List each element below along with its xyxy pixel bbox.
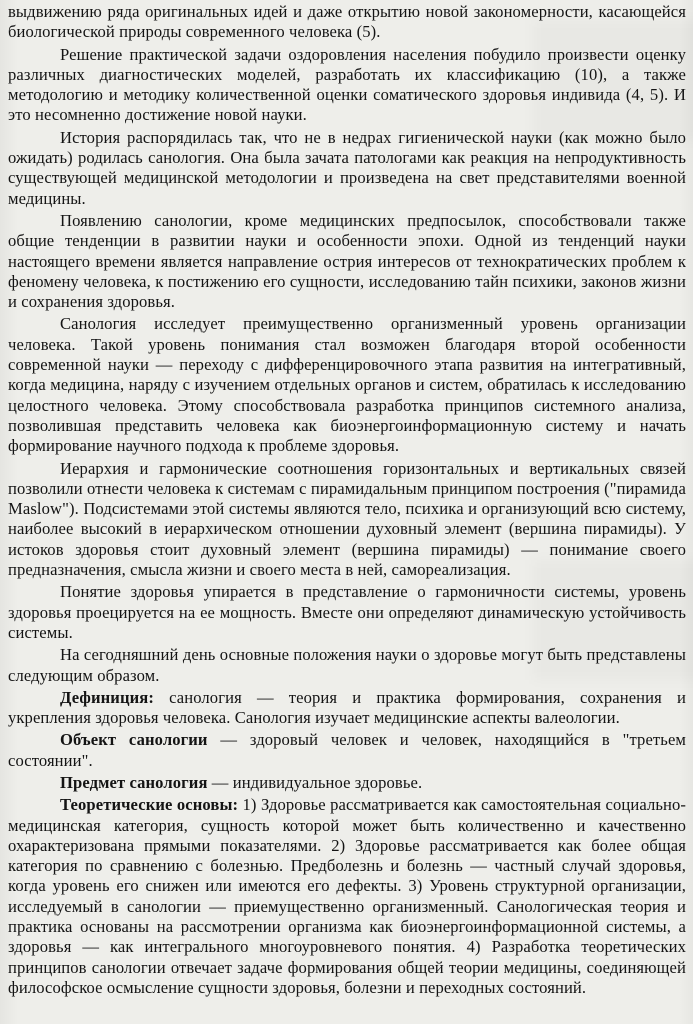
paragraph-history: [8, 128, 686, 209]
paragraph-diagnostic-models: [8, 45, 686, 126]
paragraph-subject: [8, 773, 686, 793]
paragraph-theoretical-basis: [8, 795, 686, 998]
paragraph-text: Санология исследует преимущественно организменный уровень организации человека. Такой уровень понимания стал возможен благодаря второй особенности современной науки — переходу с дифференцировочного этапа развития на интегративный, когда медицина, наряду с изучением отдельных органов и систем, обратилась к исследованию целостного человека. Этому способствовала разработка принципов системного анализа, позволившая представить человека как биоэнергоинформационную систему и начать формирование научного подхода к проблеме здоровья.: [8, 314, 686, 456]
paragraph-text: Появлению санологии, кроме медицинских предпосылок, способствовали также общие тенденции в развитии науки и особенноcти эпохи. Одной из тенденций науки настоящего времени является направление острия интересов от технократических проблем к феномену человека, к постижению его сущности, исследованию тайн психики, законов жизни и сохранения здоровья.: [8, 210, 686, 312]
paragraph-object: [8, 730, 686, 771]
paragraph-text: — здоровый человек и человек, находящийся в "третьем состоянии".: [8, 730, 687, 770]
paragraph-text: На сегодняшний день основные положения науки о здоровье могут быть представлены следующим образом.: [8, 645, 686, 685]
subject-term: Предмет санология: [60, 772, 208, 792]
paragraph-trends: [8, 211, 686, 312]
paragraph-text: История распорядилась так, что не в недрах гигиенической науки (как можно было ожидать) родилась санология. Она была зачата патологами как реакция на непродуктивность существующей медицинской методологии и произведена на свет представителями военной медицины.: [8, 127, 686, 208]
paragraph-hierarchy: [8, 459, 686, 581]
paragraph-definition: [8, 688, 686, 729]
paragraph-text: 1) Здоровье рассматривается как самостоятельная социально-медицинская категория, сущность которой может быть количественно и качественно охарактеризована прямыми показателями. 2) Здоровье рассматривается как более общая категория по сравнению с болезнью. Предболезнь и болезнь — частный случай здоровья, когда уровень его снижен или имеются его дефекты. 3) Уровень структурной организации, исследуемый в санологии — приемущественно организменный. Санологическая теория и практика основаны на рассмотрении организма как биоэнергоинформационной системы, а здоровья — как интегрального многоуровневого понятия. 4) Разработка теоретических принципов санологии отвечает задаче формирования общей теории медицины, соединяющей философское осмысление сущности здоровья, болезни и переходных состояний.: [8, 795, 687, 997]
paragraph-harmony: [8, 582, 686, 643]
paragraph-text: Понятие здоровья упирается в представление о гармоничности системы, уровень здоровья проецируется на ее мощность. Вместе они определяют динамическую устойчивость системы.: [8, 582, 686, 642]
paragraph-text: — индивидуальное здоровье.: [207, 772, 423, 792]
paragraph-organism-level: [8, 314, 686, 456]
text-column: [8, 2, 686, 1000]
paragraph-text: Решение практической задачи оздоровления населения побудило произвести оценку различных диагностических моделей, разработать их классификацию (10), а также методологию и методику количественной оценки соматического здоровья индивида (4, 5). И это несомненно достижение новой науки.: [8, 44, 686, 125]
paragraph-text: Иерархия и гармонические соотношения горизонтальных и вертикальных связей позволили отнести человека к системам с пирамидальным принципом построения ("пирамида Maslow"). Подсистемами этой системы являются тело, психика и организующий всю систему, наиболее высокий в иерархическом отношении духовный элемент (вершина пирамиды). У истоков здоровья стоит духовный элемент (вершина пирамиды) — понимание своего предназначения, смысла жизни и своего места в ней, самореализация.: [8, 458, 686, 580]
paragraph-text: выдвижению ряда оригинальных идей и даже открытию новой закономерности, касающейся биологической природы современного человека (5).: [8, 2, 686, 42]
theory-term: Теоретические основы:: [60, 795, 239, 815]
paragraph-intro-list: [8, 645, 686, 686]
definition-term: Дефиниция:: [60, 687, 154, 707]
paragraph-text: санология — теория и практика формирования, сохранения и укрепления здоровья человека. Санология изучает медицинские аспекты валеологии.: [8, 687, 686, 728]
object-term: Объект санологии: [60, 730, 208, 750]
paragraph-continuation: [8, 2, 686, 43]
